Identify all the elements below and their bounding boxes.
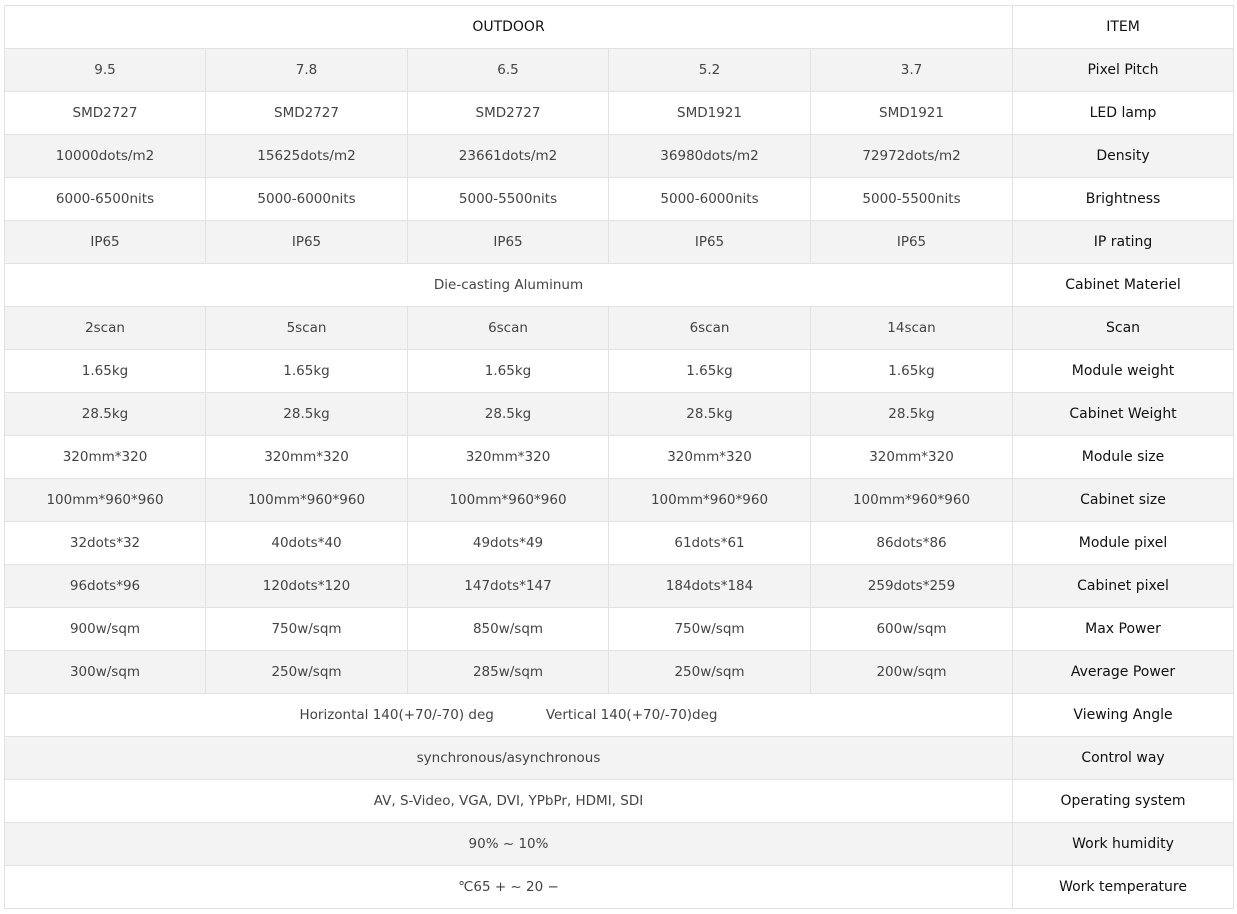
table-cell: 6.5	[408, 49, 609, 92]
item-label: Viewing Angle	[1013, 694, 1234, 737]
table-cell: SMD1921	[609, 92, 811, 135]
table-cell: 200w/sqm	[811, 651, 1013, 694]
merged-cell	[5, 694, 1013, 737]
item-label: Cabinet Materiel	[1013, 264, 1234, 307]
table-row	[5, 436, 1234, 479]
table-cell: 100mm*960*960	[811, 479, 1013, 522]
merged-cell: ℃65 + ~ 20 −	[5, 866, 1013, 909]
table-cell: 5scan	[206, 307, 408, 350]
table-row	[5, 737, 1234, 780]
table-cell: 28.5kg	[408, 393, 609, 436]
merged-cell: Die-casting Aluminum	[5, 264, 1013, 307]
table-cell: 72972dots/m2	[811, 135, 1013, 178]
item-label: Work humidity	[1013, 823, 1234, 866]
table-cell: 3.7	[811, 49, 1013, 92]
table-row	[5, 49, 1234, 92]
item-label: Max Power	[1013, 608, 1234, 651]
table-row	[5, 565, 1234, 608]
merged-cell-part: Horizontal 140(+70/-70) deg	[299, 707, 494, 723]
table-cell: SMD2727	[408, 92, 609, 135]
table-cell: 320mm*320	[206, 436, 408, 479]
table-cell: 900w/sqm	[5, 608, 206, 651]
item-label: Control way	[1013, 737, 1234, 780]
item-label: Density	[1013, 135, 1234, 178]
table-row	[5, 135, 1234, 178]
table-cell: 184dots*184	[609, 565, 811, 608]
table-cell: 15625dots/m2	[206, 135, 408, 178]
item-label: Module size	[1013, 436, 1234, 479]
table-cell: 250w/sqm	[206, 651, 408, 694]
item-label: Scan	[1013, 307, 1234, 350]
table-row	[5, 823, 1234, 866]
item-label: Work temperature	[1013, 866, 1234, 909]
item-label: Module weight	[1013, 350, 1234, 393]
merged-cell: AV, S-Video, VGA, DVI, YPbPr, HDMI, SDI	[5, 780, 1013, 823]
table-cell: 36980dots/m2	[609, 135, 811, 178]
table-cell: SMD2727	[206, 92, 408, 135]
table-row	[5, 522, 1234, 565]
table-cell: 147dots*147	[408, 565, 609, 608]
table-row	[5, 307, 1234, 350]
table-row	[5, 479, 1234, 522]
table-cell: 5000-6000nits	[609, 178, 811, 221]
table-cell: IP65	[206, 221, 408, 264]
table-cell: 28.5kg	[811, 393, 1013, 436]
table-row	[5, 178, 1234, 221]
table-cell: 300w/sqm	[5, 651, 206, 694]
table-cell: 28.5kg	[609, 393, 811, 436]
table-cell: 32dots*32	[5, 522, 206, 565]
table-cell: 6000-6500nits	[5, 178, 206, 221]
table-cell: 96dots*96	[5, 565, 206, 608]
item-label: Module pixel	[1013, 522, 1234, 565]
table-cell: 5000-6000nits	[206, 178, 408, 221]
item-label: IP rating	[1013, 221, 1234, 264]
table-cell: 7.8	[206, 49, 408, 92]
item-label: LED lamp	[1013, 92, 1234, 135]
table-cell: 320mm*320	[609, 436, 811, 479]
table-cell: 6scan	[408, 307, 609, 350]
table-cell: 6scan	[609, 307, 811, 350]
merged-cell: 90% ~ 10%	[5, 823, 1013, 866]
table-cell: 1.65kg	[811, 350, 1013, 393]
table-cell: 9.5	[5, 49, 206, 92]
table-row	[5, 221, 1234, 264]
item-label: Operating system	[1013, 780, 1234, 823]
table-row	[5, 780, 1234, 823]
table-cell: IP65	[5, 221, 206, 264]
table-cell: 320mm*320	[408, 436, 609, 479]
table-row	[5, 92, 1234, 135]
table-cell: 259dots*259	[811, 565, 1013, 608]
table-cell: 28.5kg	[206, 393, 408, 436]
table-cell: 28.5kg	[5, 393, 206, 436]
table-cell: 23661dots/m2	[408, 135, 609, 178]
item-label: Cabinet Weight	[1013, 393, 1234, 436]
table-row	[5, 694, 1234, 737]
item-label: Brightness	[1013, 178, 1234, 221]
table-cell: 10000dots/m2	[5, 135, 206, 178]
table-cell: 5000-5500nits	[408, 178, 609, 221]
table-cell: 285w/sqm	[408, 651, 609, 694]
table-row	[5, 866, 1234, 909]
table-cell: 1.65kg	[408, 350, 609, 393]
table-cell: 1.65kg	[206, 350, 408, 393]
table-cell: 750w/sqm	[206, 608, 408, 651]
table-cell: 5.2	[609, 49, 811, 92]
table-cell: 100mm*960*960	[206, 479, 408, 522]
table-cell: 250w/sqm	[609, 651, 811, 694]
table-cell: IP65	[609, 221, 811, 264]
table-cell: 750w/sqm	[609, 608, 811, 651]
merged-cell-part: Vertical 140(+70/-70)deg	[545, 707, 718, 723]
table-row	[5, 393, 1234, 436]
item-header: ITEM	[1013, 6, 1234, 49]
table-cell: IP65	[811, 221, 1013, 264]
table-cell: 320mm*320	[811, 436, 1013, 479]
table-row	[5, 350, 1234, 393]
table-cell: 40dots*40	[206, 522, 408, 565]
table-cell: SMD2727	[5, 92, 206, 135]
table-cell: 850w/sqm	[408, 608, 609, 651]
table-cell: 100mm*960*960	[5, 479, 206, 522]
item-label: Cabinet pixel	[1013, 565, 1234, 608]
spec-table-body	[5, 6, 1234, 909]
table-cell: 100mm*960*960	[408, 479, 609, 522]
table-cell: 1.65kg	[5, 350, 206, 393]
table-cell: 120dots*120	[206, 565, 408, 608]
table-cell: 86dots*86	[811, 522, 1013, 565]
header-row	[5, 6, 1234, 49]
spec-table	[4, 5, 1234, 909]
item-label: Cabinet size	[1013, 479, 1234, 522]
table-cell: 14scan	[811, 307, 1013, 350]
table-cell: 5000-5500nits	[811, 178, 1013, 221]
table-cell: 320mm*320	[5, 436, 206, 479]
table-cell: 1.65kg	[609, 350, 811, 393]
table-cell: 61dots*61	[609, 522, 811, 565]
outdoor-header: OUTDOOR	[5, 6, 1013, 49]
table-cell: SMD1921	[811, 92, 1013, 135]
table-cell: 600w/sqm	[811, 608, 1013, 651]
item-label: Average Power	[1013, 651, 1234, 694]
table-row	[5, 608, 1234, 651]
table-cell: 100mm*960*960	[609, 479, 811, 522]
item-label: Pixel Pitch	[1013, 49, 1234, 92]
table-cell: 49dots*49	[408, 522, 609, 565]
table-cell: IP65	[408, 221, 609, 264]
table-row	[5, 651, 1234, 694]
table-cell: 2scan	[5, 307, 206, 350]
table-row	[5, 264, 1234, 307]
merged-cell: synchronous/asynchronous	[5, 737, 1013, 780]
